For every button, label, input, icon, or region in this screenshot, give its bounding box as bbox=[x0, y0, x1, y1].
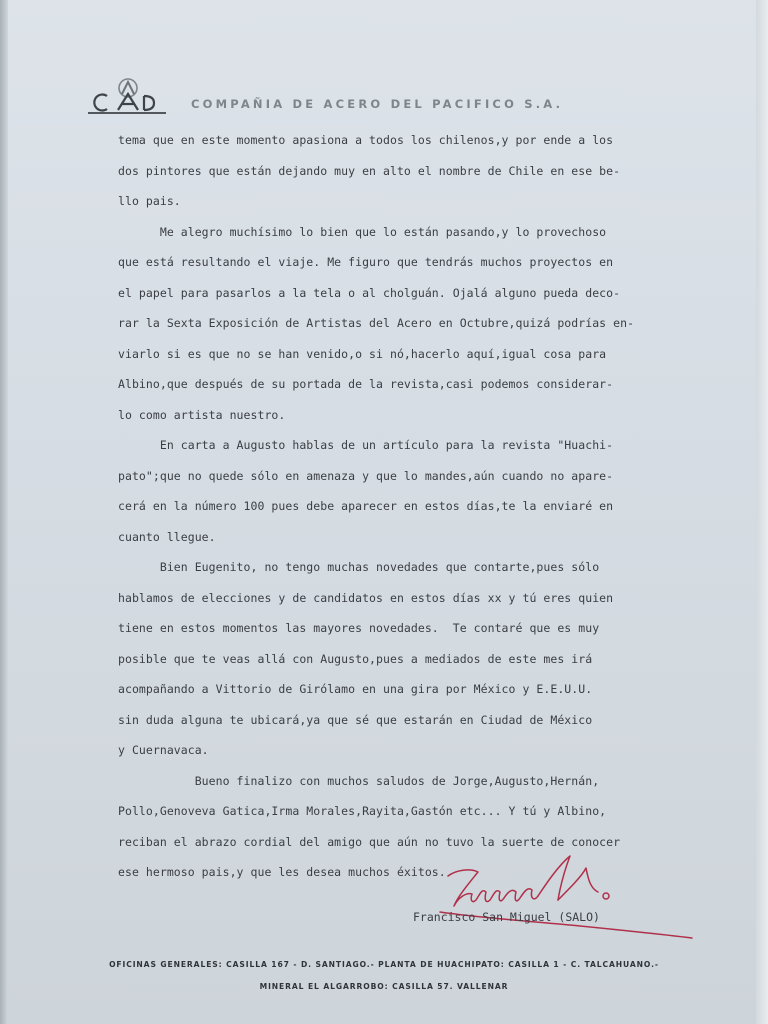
body-line: ese hermoso pais,y que les desea muchos éxitos. bbox=[118, 865, 446, 879]
body-line: dos pintores que están dejando muy en alto el nombre de Chile en ese be- bbox=[118, 163, 621, 178]
body-line: pato";que no quede sólo en amenaza y que lo mandes,aún cuando no apare- bbox=[118, 468, 614, 483]
body-line: Bueno finalizo con muchos saludos de Jorge,Augusto,Hernán, bbox=[118, 773, 600, 788]
body-line: Bien Eugenito, no tengo muchas novedades que contarte,pues sólo bbox=[118, 560, 600, 574]
footer-line-1: OFICINAS GENERALES: CASILLA 167 - D. SANTIAGO.- PLANTA DE HUACHIPATO: CASILLA 1 - C. TALCAHUANO.- bbox=[109, 960, 659, 969]
signer-name: Francisco San Miguel (SALO) bbox=[413, 910, 600, 924]
body-line: sin duda alguna te ubicará,ya que sé que estarán en Ciudad de México bbox=[118, 712, 593, 727]
company-name: COMPAÑIA DE ACERO DEL PACIFICO S.A. bbox=[191, 97, 564, 111]
body-line: tema que en este momento apasiona a todos los chilenos,y por ende a los bbox=[118, 133, 614, 147]
body-line: Pollo,Genoveva Gatica,Irma Morales,Rayita,Gastón etc... Y tú y Albino, bbox=[118, 804, 607, 818]
letterhead bbox=[88, 76, 688, 116]
body-line: rar la Sexta Exposición de Artistas del Acero en Octubre,quizá podrías en- bbox=[118, 316, 635, 330]
letter-body bbox=[118, 125, 678, 888]
body-line: que está resultando el viaje. Me figuro que tendrás muchos proyectos en bbox=[118, 255, 614, 269]
body-line: y Cuernavaca. bbox=[118, 743, 209, 757]
body-line: lo como artista nuestro. bbox=[118, 407, 286, 422]
handwritten-signature bbox=[400, 848, 700, 948]
footer-line-2: MINERAL EL ALGARROBO: CASILLA 57. VALLENAR bbox=[259, 982, 509, 991]
body-line: viarlo si es que no se han venido,o si nó,hacerlo aquí,igual cosa para bbox=[118, 346, 607, 361]
letterhead-footer bbox=[0, 954, 768, 998]
body-line: el papel para pasarlos a la tela o al cholguán. Ojalá alguno pueda deco- bbox=[118, 285, 621, 300]
body-line: posible que te veas allá con Augusto,pues a mediados de este mes irá bbox=[118, 651, 593, 666]
body-line: Albino,que después de su portada de la revista,casi podemos considerar- bbox=[118, 377, 614, 391]
body-line: hablamos de elecciones y de candidatos en estos días xx y tú eres quien bbox=[118, 590, 614, 605]
body-line: llo pais. bbox=[118, 194, 181, 208]
body-line: acompañando a Vittorio de Girólamo en una gira por México y E.E.U.U. bbox=[118, 682, 593, 696]
cap-logo bbox=[88, 76, 168, 116]
body-line: tiene en estos momentos las mayores novedades. Te contaré que es muy bbox=[118, 621, 600, 635]
body-line: cerá en la número 100 pues debe aparecer en estos días,te la enviaré en bbox=[118, 499, 614, 513]
body-line: reciban el abrazo cordial del amigo que aún no tuvo la suerte de conocer bbox=[118, 834, 621, 849]
body-line: cuanto llegue. bbox=[118, 529, 216, 544]
body-line: Me alegro muchísimo lo bien que lo están pasando,y lo provechoso bbox=[118, 224, 607, 239]
body-line: En carta a Augusto hablas de un artículo para la revista "Huachi- bbox=[118, 438, 614, 452]
